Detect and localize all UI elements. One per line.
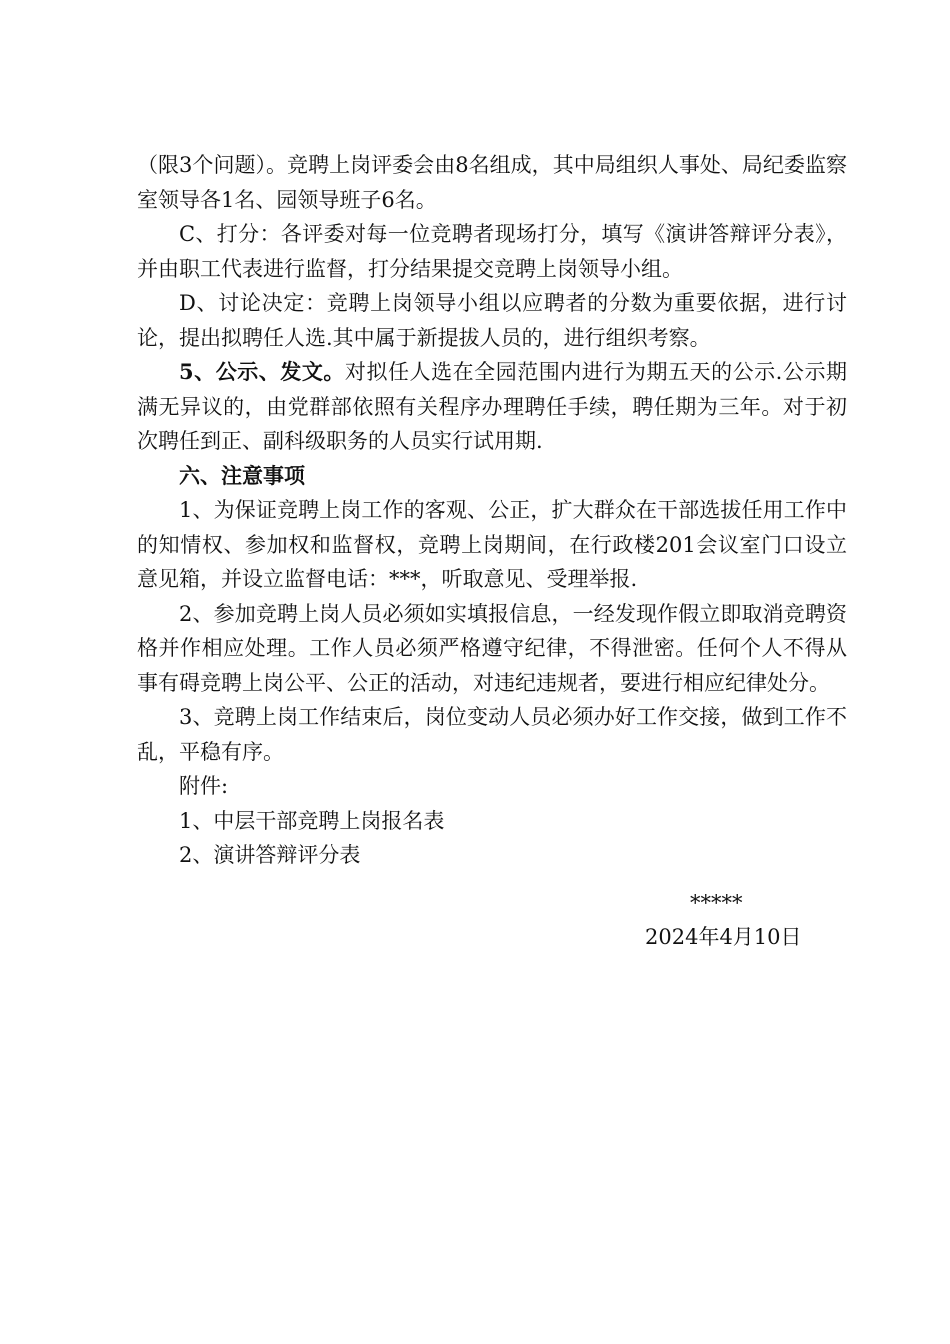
publicity-lead: 5、公示、发文。 xyxy=(179,359,345,384)
paragraph-publicity xyxy=(137,355,847,459)
publicity-body: 对拟任人选在全园范围内进行为期五天的公示.公示期满无异议的，由党群部依照有关程序办理聘任手续，聘任期为三年。对于初次聘任到正、副科级职务的人员实行试用期. xyxy=(137,360,847,453)
paragraph-scoring: C、打分：各评委对每一位竞聘者现场打分，填写《演讲答辩评分表》，并由职工代表进行监督，打分结果提交竞聘上岗领导小组。 xyxy=(137,222,847,281)
paragraph-decision: D、讨论决定：竞聘上岗领导小组以应聘者的分数为重要依据，进行讨论，提出拟聘任人选.其中属于新提拔人员的，进行组织考察。 xyxy=(137,291,847,350)
section-heading-notes: 六、注意事项 xyxy=(179,462,305,488)
note-item-2: 2、参加竞聘上岗人员必须如实填报信息，一经发现作假立即取消竞聘资格并作相应处理。工作人员必须严格遵守纪律，不得泄密。任何个人不得从事有碍竞聘上岗公平、公正的活动，对违纪违规者，要进行相应纪律处分。 xyxy=(137,601,847,695)
note-item-1: 1、为保证竞聘上岗工作的客观、公正，扩大群众在干部选拔任用工作中的知情权、参加权和监督权，竞聘上岗期间，在行政楼201会议室门口设立意见箱，并设立监督电话：***，听取意见、受理举报. xyxy=(137,498,847,591)
attachment-item: 2、演讲答辩评分表 xyxy=(179,843,361,867)
note-item-3: 3、竞聘上岗工作结束后，岗位变动人员必须办好工作交接，做到工作不乱，平稳有序。 xyxy=(137,705,847,764)
paragraph-committee: （限3个问题）。竞聘上岗评委会由8名组成，其中局组织人事处、局纪委监察室领导各1名、园领导班子6名。 xyxy=(137,153,847,212)
attachments-label: 附件: xyxy=(179,774,229,798)
attachment-item: 1、中层干部竞聘上岗报名表 xyxy=(179,808,445,833)
signature-date: 2024年4月10日 xyxy=(645,925,802,949)
signature-organization: ***** xyxy=(690,891,743,915)
document-body xyxy=(137,148,847,873)
